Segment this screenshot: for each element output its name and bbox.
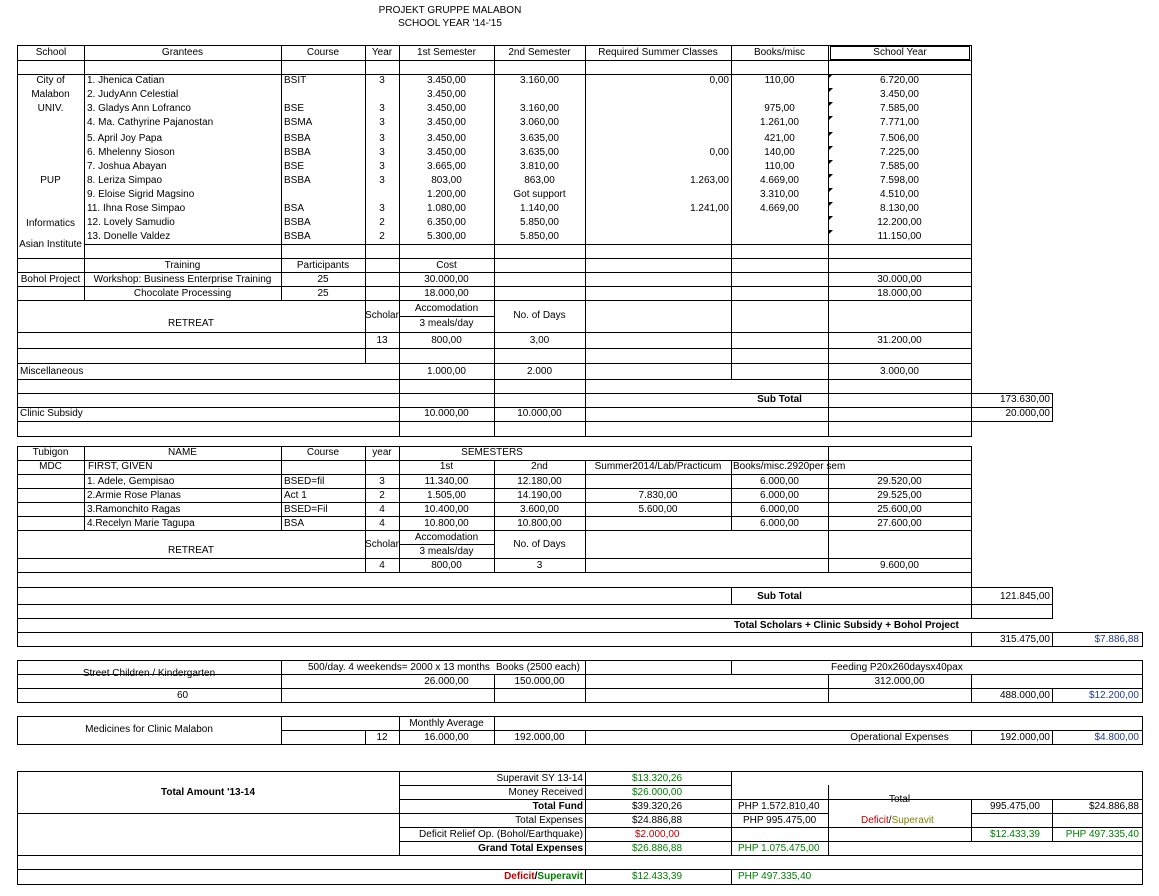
grantee-name: 5. April Joy Papa bbox=[87, 133, 163, 144]
tubigon-year: 4 bbox=[379, 504, 385, 515]
tubigon-books: 6.000,00 bbox=[760, 490, 799, 501]
tubigon-name-header: NAME bbox=[168, 447, 197, 458]
clinic-s2: 10.000,00 bbox=[517, 408, 562, 419]
bohol-row-participants: 25 bbox=[317, 288, 329, 299]
tubigon-course-header: Course bbox=[306, 447, 340, 458]
street-h2: Books (2500 each) bbox=[496, 662, 580, 673]
grantee-1st-sem: 6.350,00 bbox=[427, 217, 466, 228]
retreat2-cost: 800,00 bbox=[431, 560, 462, 571]
grantee-books: 4.669,00 bbox=[760, 175, 799, 186]
grantee-course: BSBA bbox=[284, 175, 311, 186]
bohol-row-name: Workshop: Business Enterprise Training bbox=[93, 274, 272, 285]
tubigon-name: 3.Ramonchito Ragas bbox=[87, 504, 181, 515]
final-deficit-usd: $12.433,39 bbox=[632, 871, 683, 882]
money-received-label: Money Received bbox=[508, 787, 583, 798]
grantee-1st-sem: 3.450,00 bbox=[427, 103, 466, 114]
cell-comment-marker bbox=[829, 88, 833, 92]
col-header-year: Year bbox=[371, 47, 393, 58]
deficit-usd: $12.433,39 bbox=[989, 829, 1040, 840]
col-header-books: Books/misc bbox=[753, 47, 806, 58]
grantee-1st-sem: 1.200,00 bbox=[427, 189, 466, 200]
clinic-value: 20.000,00 bbox=[1005, 408, 1050, 419]
bohol-row-participants: 25 bbox=[317, 274, 329, 285]
tubigon-2nd-header: 2nd bbox=[531, 461, 548, 472]
grantee-course: BSBA bbox=[284, 217, 311, 228]
tubigon-total: 27.600,00 bbox=[877, 518, 922, 529]
grantee-1st-sem: 3.450,00 bbox=[427, 147, 466, 158]
tubigon-course: BSED=fil bbox=[284, 476, 325, 487]
retreat-label: RETREAT bbox=[168, 318, 214, 329]
street-usd: $12.200,00 bbox=[1088, 690, 1139, 701]
grantee-1st-sem: 803,00 bbox=[431, 175, 462, 186]
grantee-1st-sem: 3.450,00 bbox=[427, 89, 466, 100]
tubigon-summer: 5.600,00 bbox=[638, 504, 678, 515]
school-label: Asian Institute bbox=[19, 239, 82, 250]
retreat2-total: 9.600,00 bbox=[880, 560, 919, 571]
grantee-2nd-sem: 3.060,00 bbox=[520, 117, 559, 128]
col-header-course: Course bbox=[306, 47, 340, 58]
cell-comment-marker bbox=[829, 216, 833, 220]
grantee-school-year: 7.771,00 bbox=[880, 117, 919, 128]
grantee-course: BSIT bbox=[284, 75, 307, 86]
tubigon-books-header: Books/misc.2920per sem bbox=[733, 461, 846, 472]
subtotal2-label: Sub Total bbox=[757, 591, 802, 602]
grantee-school-year: 7.585,00 bbox=[880, 103, 919, 114]
grantee-year: 2 bbox=[379, 217, 385, 228]
tubigon-1st-header: 1st bbox=[439, 461, 454, 472]
street-v2: 150.000,00 bbox=[514, 676, 565, 687]
grantee-name: 2. JudyAnn Celestial bbox=[87, 89, 179, 100]
col-header-2nd-semester: 2nd Semester bbox=[508, 47, 571, 58]
grantee-books: 421,00 bbox=[764, 133, 795, 144]
tubigon-2nd: 3.600,00 bbox=[520, 504, 559, 515]
grantee-year: 3 bbox=[379, 147, 385, 158]
street-v1: 26.000,00 bbox=[424, 676, 469, 687]
grantee-2nd-sem: 863,00 bbox=[524, 175, 555, 186]
cell-comment-marker bbox=[829, 146, 833, 150]
tubigon-books: 6.000,00 bbox=[760, 476, 799, 487]
tubigon-total: 29.520,00 bbox=[877, 476, 922, 487]
grantee-2nd-sem: 3.635,00 bbox=[520, 133, 559, 144]
grantee-summer: 0,00 bbox=[709, 75, 729, 86]
total-amount-label: Total Amount '13-14 bbox=[160, 787, 256, 798]
medicines-avg: 16.000,00 bbox=[424, 732, 469, 743]
grantee-name: 11. Ihna Rose Simpao bbox=[87, 203, 186, 214]
grantee-school-year: 7.598,00 bbox=[880, 175, 919, 186]
retreat-days: 3,00 bbox=[529, 335, 550, 346]
grantee-school-year: 11.150,00 bbox=[877, 231, 922, 242]
grantee-school-year: 8.130,00 bbox=[880, 203, 919, 214]
medicines-label: Medicines for Clinic Malabon bbox=[85, 724, 213, 735]
money-received-value: $26.000,00 bbox=[632, 787, 683, 798]
col-header-school-year[interactable]: School Year bbox=[830, 46, 970, 60]
op-expenses-usd: $4.800,00 bbox=[1094, 732, 1139, 743]
col-header-1st-semester: 1st Semester bbox=[417, 47, 476, 58]
title-line-1: PROJEKT GRUPPE MALABON bbox=[378, 5, 522, 16]
tubigon-2nd: 12.180,00 bbox=[517, 476, 562, 487]
grantee-name: 9. Eloise Sigrid Magsino bbox=[87, 189, 195, 200]
grantee-2nd-sem: Got support bbox=[513, 189, 566, 200]
retreat-total: 31.200,00 bbox=[877, 335, 922, 346]
grantee-course: BSMA bbox=[284, 117, 313, 128]
grantee-2nd-sem: 1.140,00 bbox=[520, 203, 559, 214]
grantee-summer: 0,00 bbox=[709, 147, 729, 158]
grantee-2nd-sem: 3.160,00 bbox=[520, 75, 559, 86]
tubigon-books: 6.000,00 bbox=[760, 504, 799, 515]
grantee-name: 13. Donelle Valdez bbox=[87, 231, 171, 242]
cell-comment-marker bbox=[829, 160, 833, 164]
op-expenses-value: 192.000,00 bbox=[999, 732, 1050, 743]
total-scholars-usd: $7.886,88 bbox=[1094, 634, 1139, 645]
superavit-value: $13.320,26 bbox=[632, 773, 683, 784]
school-label: PUP bbox=[40, 175, 61, 186]
col-header-grantees: Grantees bbox=[161, 47, 204, 58]
grantee-1st-sem: 3.450,00 bbox=[427, 117, 466, 128]
cell-comment-marker bbox=[829, 132, 833, 136]
retreat-count: 13 bbox=[376, 335, 388, 346]
grantee-1st-sem: 5.300,00 bbox=[427, 231, 466, 242]
total-label: Total bbox=[888, 794, 911, 805]
retreat2-days: 3 bbox=[536, 560, 543, 571]
bohol-row-total: 18.000,00 bbox=[877, 288, 922, 299]
street-v3: 312.000,00 bbox=[874, 676, 925, 687]
grantee-year: 3 bbox=[379, 103, 385, 114]
total-expenses-label: Total Expenses bbox=[515, 815, 583, 826]
cell-comment-marker bbox=[829, 230, 833, 234]
grantee-books: 110,00 bbox=[764, 75, 795, 86]
misc-s2: 2.000 bbox=[526, 366, 553, 377]
grand-total-php: PHP 1.075.475,00 bbox=[738, 843, 820, 854]
bohol-label: Bohol Project bbox=[20, 274, 81, 285]
total-fund-php: PHP 1.572.810,40 bbox=[738, 801, 820, 812]
subtotal-label: Sub Total bbox=[757, 394, 802, 405]
tubigon-total: 25.600,00 bbox=[877, 504, 922, 515]
title-line-2: SCHOOL YEAR '14-'15 bbox=[398, 18, 502, 29]
tubigon-year: 2 bbox=[379, 490, 385, 501]
tubigon-name: 4.Recelyn Marie Tagupa bbox=[87, 518, 195, 529]
deficit-php: PHP 497.335,40 bbox=[1065, 829, 1139, 840]
grantee-course: BSBA bbox=[284, 133, 311, 144]
total-scholars-label: Total Scholars + Clinic Subsidy + Bohol Project bbox=[734, 620, 959, 631]
tubigon-2nd: 10.800,00 bbox=[517, 518, 562, 529]
grantee-school-year: 12.200,00 bbox=[877, 217, 922, 228]
grantee-books: 110,00 bbox=[764, 161, 795, 172]
tubigon-name: 2.Armie Rose Planas bbox=[87, 490, 181, 501]
tubigon-course: BSA bbox=[284, 518, 305, 529]
cell-comment-marker bbox=[829, 174, 833, 178]
grantee-name: 6. Mhelenny Sioson bbox=[87, 147, 175, 158]
total-expenses-value: $24.886,88 bbox=[632, 815, 683, 826]
retreat2-scholar-header: Scholar bbox=[365, 539, 399, 550]
tubigon-summer: 7.830,00 bbox=[638, 490, 678, 501]
medicines-year: 192.000,00 bbox=[514, 732, 565, 743]
grantee-school-year: 7.585,00 bbox=[880, 161, 919, 172]
retreat-days-header: No. of Days bbox=[513, 310, 566, 321]
grantee-year: 2 bbox=[379, 231, 385, 242]
deficit-relief-label: Deficit Relief Op. (Bohol/Earthquake) bbox=[419, 829, 583, 840]
final-deficit-superavit-label: Deficit/Superavit bbox=[504, 871, 583, 882]
retreat2-accom-header: Accomodation bbox=[414, 532, 479, 543]
school-label: Malabon bbox=[31, 89, 70, 100]
grantee-books: 975,00 bbox=[764, 103, 795, 114]
subtotal-value: 173.630,00 bbox=[999, 394, 1050, 405]
tubigon-1st: 10.400,00 bbox=[424, 504, 469, 515]
retreat2-count: 4 bbox=[379, 560, 385, 571]
tubigon-summer-header: Summer2014/Lab/Practicum bbox=[594, 461, 722, 472]
grantee-books: 1.261,00 bbox=[760, 117, 799, 128]
school-label: UNIV. bbox=[37, 103, 64, 114]
grantee-year: 3 bbox=[379, 75, 385, 86]
tubigon-books: 6.000,00 bbox=[760, 518, 799, 529]
grantee-2nd-sem: 5.850,00 bbox=[520, 217, 559, 228]
misc-label: Miscellaneous bbox=[20, 366, 84, 377]
street-label: Street Children / Kindergarten bbox=[82, 668, 216, 679]
retreat2-label: RETREAT bbox=[168, 545, 214, 556]
grantee-1st-sem: 3.450,00 bbox=[427, 75, 466, 86]
tubigon-2nd: 14.190,00 bbox=[517, 490, 562, 501]
bohol-row-name: Chocolate Processing bbox=[133, 288, 232, 299]
grantee-2nd-sem: 3.160,00 bbox=[520, 103, 559, 114]
tubigon-year: 3 bbox=[379, 476, 385, 487]
clinic-label: Clinic Subsidy bbox=[20, 408, 83, 419]
grantee-books: 3.310,00 bbox=[760, 189, 799, 200]
retreat2-meals-header: 3 meals/day bbox=[419, 546, 474, 557]
tubigon-1st: 10.800,00 bbox=[424, 518, 469, 529]
tubigon-school-header: Tubigon bbox=[32, 447, 69, 458]
bohol-cost-header: Cost bbox=[436, 260, 457, 271]
superavit-label: Superavit SY 13-14 bbox=[496, 773, 583, 784]
bohol-training-header: Training bbox=[164, 260, 201, 271]
deficit-relief-value: $2.000,00 bbox=[635, 829, 680, 840]
cell-comment-marker bbox=[829, 116, 833, 120]
grantee-course: BSA bbox=[284, 203, 305, 214]
street-h3: Feeding P20x260daysx40pax bbox=[831, 662, 963, 673]
grantee-2nd-sem: 3.810,00 bbox=[520, 161, 559, 172]
tubigon-school: MDC bbox=[39, 461, 62, 472]
grand-total-value: $26.886,88 bbox=[632, 843, 683, 854]
bohol-participants-header: Participants bbox=[296, 260, 350, 271]
clinic-s1: 10.000,00 bbox=[424, 408, 469, 419]
tubigon-name-subheader: FIRST, GIVEN bbox=[88, 461, 153, 472]
grantee-books: 4.669,00 bbox=[760, 203, 799, 214]
grantee-summer: 1.241,00 bbox=[690, 203, 729, 214]
grantee-1st-sem: 3.665,00 bbox=[427, 161, 466, 172]
grantee-course: BSE bbox=[284, 103, 305, 114]
grantee-year: 3 bbox=[379, 175, 385, 186]
school-label: City of bbox=[36, 75, 65, 86]
total-expenses-php: PHP 995.475,00 bbox=[743, 815, 817, 826]
tubigon-total: 29.525,00 bbox=[877, 490, 922, 501]
grantee-course: BSBA bbox=[284, 147, 311, 158]
tubigon-year-header: year bbox=[372, 447, 392, 458]
final-deficit-php: PHP 497.335,40 bbox=[738, 871, 812, 882]
retreat2-days-header: No. of Days bbox=[513, 539, 566, 550]
grand-total-label: Grand Total Expenses bbox=[478, 843, 583, 854]
grantee-books: 140,00 bbox=[764, 147, 795, 158]
op-expenses-label: Operational Expenses bbox=[850, 732, 949, 743]
grantee-year: 3 bbox=[379, 161, 385, 172]
cell-comment-marker bbox=[829, 188, 833, 192]
col-header-summer: Required Summer Classes bbox=[598, 47, 718, 58]
tubigon-year: 4 bbox=[379, 518, 385, 529]
tubigon-1st: 1.505,00 bbox=[427, 490, 466, 501]
street-h1: 500/day. 4 weekends= 2000 x 13 months bbox=[308, 662, 490, 673]
bohol-row-cost: 30.000,00 bbox=[424, 274, 469, 285]
misc-total: 3.000,00 bbox=[880, 366, 919, 377]
grantee-year: 3 bbox=[379, 203, 385, 214]
bohol-row-cost: 18.000,00 bbox=[424, 288, 469, 299]
grantee-school-year: 7.506,00 bbox=[880, 133, 919, 144]
tubigon-name: 1. Adele, Gempisao bbox=[87, 476, 175, 487]
grantee-summer: 1.263,00 bbox=[690, 175, 729, 186]
subtotal2-value: 121.845,00 bbox=[999, 591, 1050, 602]
grantee-course: BSE bbox=[284, 161, 305, 172]
tubigon-course: BSED=Fil bbox=[284, 504, 328, 515]
grantee-year: 3 bbox=[379, 133, 385, 144]
tubigon-semesters-header: SEMESTERS bbox=[461, 447, 523, 458]
misc-s1: 1.000,00 bbox=[427, 366, 466, 377]
grantee-school-year: 6.720,00 bbox=[880, 75, 919, 86]
total-fund-label: Total Fund bbox=[532, 801, 583, 812]
grantee-name: 3. Gladys Ann Lofranco bbox=[87, 103, 191, 114]
total-php: 995.475,00 bbox=[989, 801, 1040, 812]
grantee-name: 12. Lovely Samudio bbox=[87, 217, 175, 228]
cell-comment-marker bbox=[829, 74, 833, 78]
total-usd: $24.886,88 bbox=[1088, 801, 1139, 812]
deficit-superavit-label: Deficit/Superavit bbox=[861, 815, 934, 826]
cell-comment-marker bbox=[829, 102, 833, 106]
school-label: Informatics bbox=[26, 218, 75, 229]
medicines-header: Monthly Average bbox=[409, 718, 484, 729]
grantee-school-year: 3.450,00 bbox=[880, 89, 919, 100]
street-count: 60 bbox=[176, 690, 189, 701]
grantee-2nd-sem: 3.635,00 bbox=[520, 147, 559, 158]
total-fund-value: $39.320,26 bbox=[632, 801, 683, 812]
grantee-school-year: 4.510,00 bbox=[880, 189, 919, 200]
grantee-name: 4. Ma. Cathyrine Pajanostan bbox=[87, 117, 214, 128]
cell-comment-marker bbox=[829, 202, 833, 206]
total-scholars-value: 315.475,00 bbox=[999, 634, 1050, 645]
grantee-year: 3 bbox=[379, 117, 385, 128]
col-header-school: School bbox=[35, 47, 67, 58]
street-total: 488.000,00 bbox=[999, 690, 1050, 701]
grantee-2nd-sem: 5.850,00 bbox=[520, 231, 559, 242]
grantee-school-year: 7.225,00 bbox=[880, 147, 919, 158]
grantee-name: 1. Jhenica Catian bbox=[87, 75, 165, 86]
tubigon-1st: 11.340,00 bbox=[424, 476, 469, 487]
grantee-course: BSBA bbox=[284, 231, 311, 242]
tubigon-course: Act 1 bbox=[284, 490, 307, 501]
bohol-row-total: 30.000,00 bbox=[877, 274, 922, 285]
medicines-months: 12 bbox=[376, 732, 388, 743]
grantee-name: 8. Leriza Simpao bbox=[87, 175, 163, 186]
grantee-1st-sem: 3.450,00 bbox=[427, 133, 466, 144]
grantee-name: 7. Joshua Abayan bbox=[87, 161, 167, 172]
retreat-meals-header: 3 meals/day bbox=[419, 318, 474, 329]
retreat-scholar-header: Scholar bbox=[365, 310, 399, 321]
retreat-cost: 800,00 bbox=[431, 335, 462, 346]
retreat-accom-header: Accomodation bbox=[414, 303, 479, 314]
grantee-1st-sem: 1.080,00 bbox=[427, 203, 466, 214]
